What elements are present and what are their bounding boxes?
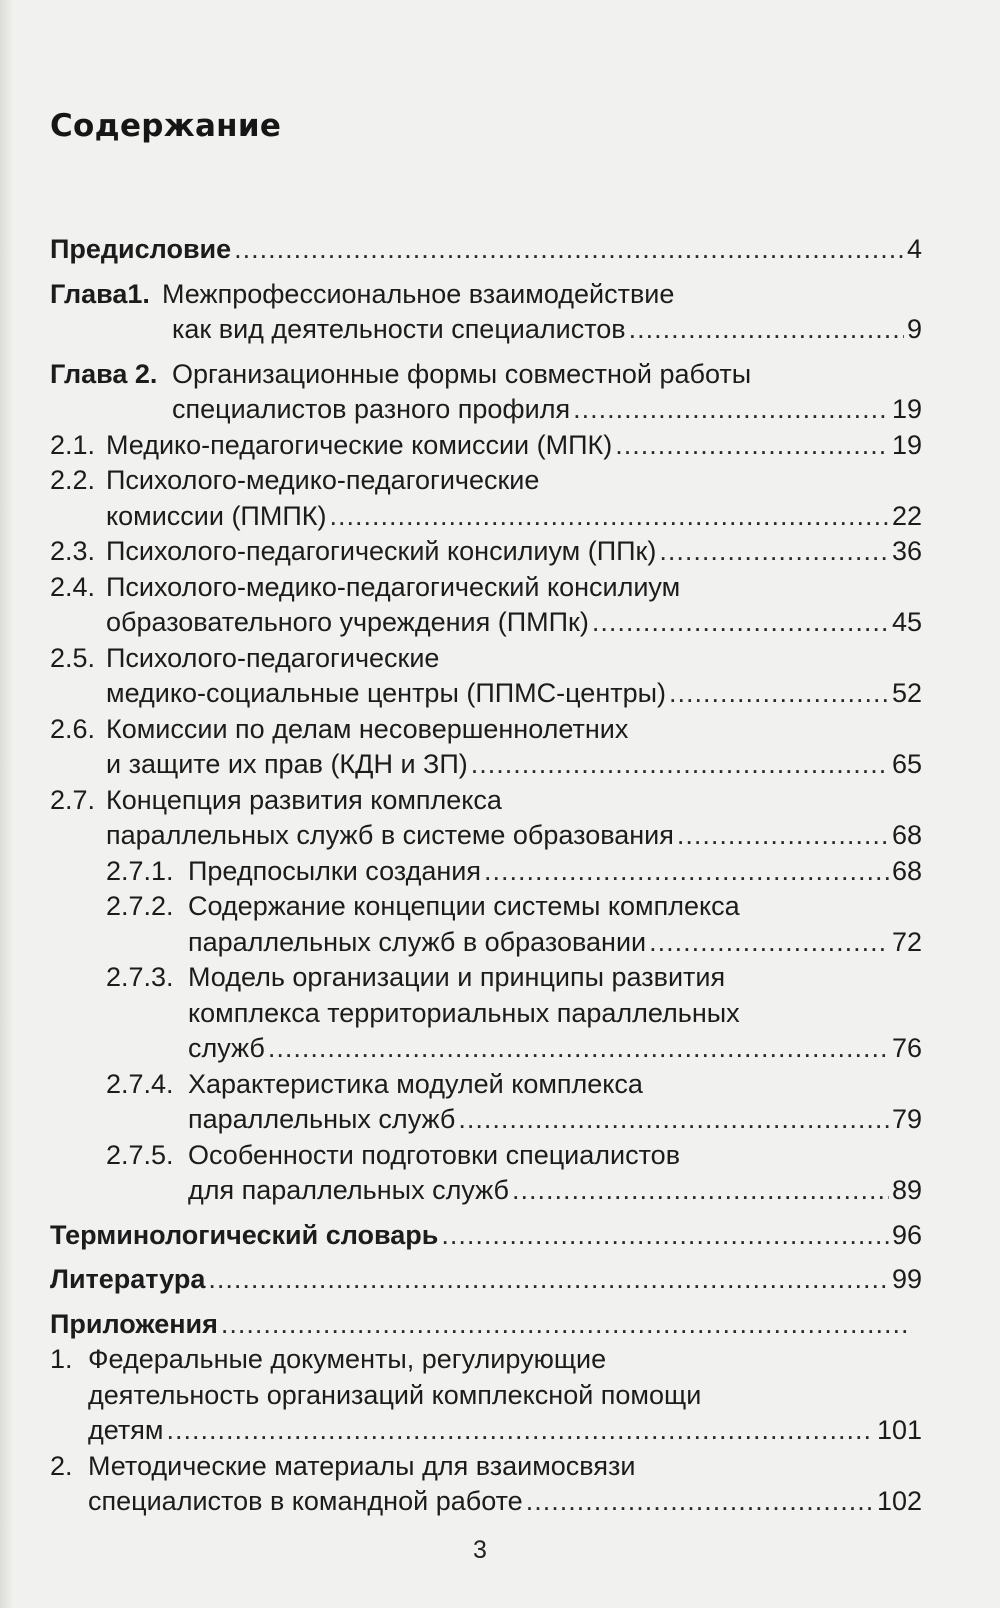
toc-page-number: 19	[891, 429, 922, 460]
toc-entry-line: и защите их прав (КДН и ЗП)	[106, 749, 468, 779]
toc-entry-line: Предпосылки создания	[188, 855, 481, 886]
dot-leader	[573, 392, 889, 428]
section-number: 2.2.	[50, 465, 96, 495]
toc-entry-line: как вид деятельности специалистов	[172, 314, 626, 344]
toc-entry-glossary[interactable]	[50, 1218, 922, 1254]
toc-entry-label: Предисловие	[50, 234, 232, 264]
toc-entry-2-3[interactable]	[50, 534, 922, 570]
toc-entry-2-2[interactable]	[50, 463, 922, 534]
chapter-prefix: Глава 2.	[50, 358, 158, 389]
toc-entry-2-4[interactable]	[50, 570, 922, 641]
dot-leader	[592, 605, 889, 641]
dot-leader	[677, 818, 889, 854]
toc-entry-line: параллельных служб	[188, 1104, 456, 1134]
toc-entry-line: комиссии (ПМПК)	[106, 500, 327, 531]
section-number: 2.3.	[50, 536, 96, 566]
dot-leader	[471, 747, 889, 783]
toc-page-number: 96	[891, 1219, 922, 1250]
dot-leader	[329, 499, 888, 535]
toc-entry-2-7[interactable]	[50, 783, 922, 854]
page-title: Содержание	[50, 108, 282, 144]
toc-entry-label: Терминологический словарь	[50, 1219, 439, 1250]
section-number: 1.	[50, 1344, 73, 1374]
toc-entry-appendix-2[interactable]	[50, 1449, 922, 1520]
toc-page-number: 22	[891, 500, 922, 531]
toc-entry-line: Федеральные документы, регулирующие	[88, 1344, 607, 1374]
toc-entry-line: Психолого-медико-педагогические	[106, 465, 540, 495]
section-number: 2.7.3.	[106, 962, 174, 992]
dot-leader	[441, 1218, 889, 1254]
toc-entry-line: деятельность организаций комплексной помощи	[88, 1379, 702, 1410]
toc-entry-preface[interactable]	[50, 232, 922, 268]
toc-entry-chapter-2[interactable]	[50, 357, 922, 428]
toc-entry-line: Психолого-педагогические	[106, 642, 440, 673]
toc-page-number: 89	[891, 1175, 922, 1205]
dot-leader	[669, 676, 889, 712]
toc-entry-line: Медико-педагогические комиссии (МПК)	[106, 429, 613, 460]
dot-leader	[526, 1484, 874, 1520]
toc-entry-2-7-2[interactable]	[50, 889, 922, 960]
toc-entry-2-7-1[interactable]	[50, 854, 922, 890]
page-number: 3	[473, 1536, 487, 1564]
toc-page-number: 99	[891, 1264, 922, 1294]
toc-page-number: 72	[891, 926, 922, 957]
toc-page-number: 9	[906, 314, 922, 344]
toc-entry-label: Литература	[50, 1264, 206, 1294]
dot-leader	[234, 232, 904, 268]
dot-leader	[208, 1262, 889, 1298]
toc-page-number: 102	[876, 1486, 922, 1516]
toc-entry-line: параллельных служб в образовании	[188, 926, 647, 957]
dot-leader	[221, 1307, 912, 1343]
dot-leader	[659, 534, 889, 570]
toc-page-number: 79	[891, 1104, 922, 1134]
table-of-contents	[50, 232, 922, 1520]
section-number: 2.1.	[50, 429, 96, 460]
toc-entry-2-7-4[interactable]	[50, 1067, 922, 1138]
toc-entry-line: Межпрофессиональное взаимодействие	[162, 278, 675, 309]
toc-page-number: 76	[891, 1033, 922, 1063]
dot-leader	[649, 925, 889, 961]
toc-page-number: 4	[906, 234, 922, 264]
toc-page-number: 52	[891, 678, 922, 708]
chapter-prefix: Глава1.	[50, 278, 150, 309]
toc-page-number: 36	[891, 536, 922, 566]
toc-entry-line: Модель организации и принципы развития	[188, 962, 726, 992]
dot-leader	[615, 428, 889, 464]
dot-leader	[629, 312, 904, 348]
toc-entry-2-7-3[interactable]	[50, 960, 922, 1067]
section-number: 2.7.5.	[106, 1139, 174, 1170]
toc-entry-line: специалистов разного профиля	[172, 394, 571, 424]
dot-leader	[458, 1102, 889, 1138]
section-number: 2.4.	[50, 571, 96, 602]
section-number: 2.7.1.	[106, 855, 174, 886]
toc-entry-label: Приложения	[50, 1308, 218, 1339]
toc-entry-line: служб	[188, 1033, 265, 1063]
toc-entry-appendix-1[interactable]	[50, 1342, 922, 1449]
toc-entry-line: специалистов в командной работе	[88, 1486, 523, 1516]
toc-entry-line: Особенности подготовки специалистов	[188, 1139, 681, 1170]
toc-page-number: 45	[891, 607, 922, 637]
section-number: 2.5.	[50, 642, 96, 673]
toc-entry-line: образовательного учреждения (ПМПк)	[106, 607, 589, 637]
toc-entry-line: комплекса территориальных параллельных	[188, 997, 740, 1028]
toc-entry-line: медико-социальные центры (ППМС-центры)	[106, 678, 667, 708]
toc-entry-chapter-1[interactable]	[50, 277, 922, 348]
section-number: 2.7.4.	[106, 1068, 174, 1099]
section-number: 2.7.	[50, 784, 96, 815]
dot-leader	[484, 854, 889, 890]
toc-page-number: 68	[891, 820, 922, 850]
toc-entry-2-5[interactable]	[50, 641, 922, 712]
toc-entry-appendices[interactable]	[50, 1307, 922, 1343]
toc-page-number: 68	[891, 855, 922, 886]
dot-leader	[268, 1031, 889, 1067]
toc-entry-line: Комиссии по делам несовершеннолетних	[106, 713, 629, 744]
toc-entry-literature[interactable]	[50, 1262, 922, 1298]
section-number: 2.6.	[50, 713, 96, 744]
toc-entry-line: Концепция развития комплекса	[106, 784, 502, 815]
toc-entry-line: параллельных служб в системе образования	[106, 820, 674, 850]
toc-page-number: 101	[876, 1415, 922, 1445]
toc-page-number: 65	[891, 749, 922, 779]
toc-entry-2-7-5[interactable]	[50, 1138, 922, 1209]
toc-entry-line: Методические материалы для взаимосвязи	[88, 1450, 636, 1481]
toc-entry-line: детям	[88, 1415, 164, 1445]
toc-entry-line: Организационные формы совместной работы	[172, 358, 752, 389]
toc-entry-line: Характеристика модулей комплекса	[188, 1068, 643, 1099]
dot-leader	[166, 1413, 874, 1449]
toc-entry-line: Содержание концепции системы комплекса	[188, 891, 740, 921]
toc-entry-2-1[interactable]	[50, 428, 922, 464]
dot-leader	[512, 1173, 889, 1209]
toc-page-number: 19	[891, 394, 922, 424]
section-number: 2.7.2.	[106, 891, 174, 921]
toc-entry-line: Психолого-педагогический консилиум (ППк)	[106, 536, 657, 566]
toc-entry-line: Психолого-медико-педагогический консилиум	[106, 571, 681, 602]
toc-entry-2-6[interactable]	[50, 712, 922, 783]
section-number: 2.	[50, 1450, 73, 1481]
toc-entry-line: для параллельных служб	[188, 1175, 509, 1205]
